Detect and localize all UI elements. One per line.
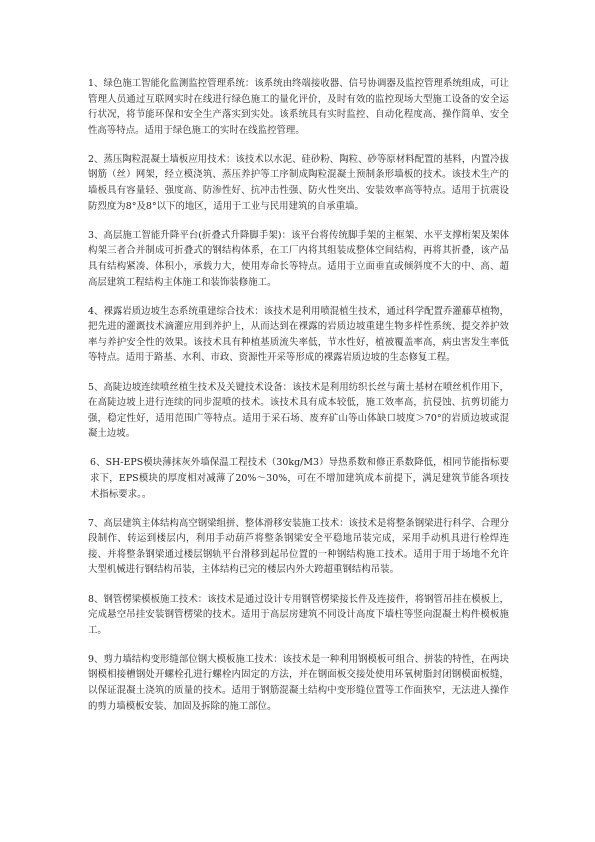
paragraph-9: 9、剪力墙结构变形缝部位钢大模板施工技术：该技术是一种利用钢模板可组合、拼装的特性，在两块钢模相接槽钢处开螺栓孔进行螺栓内固定的方法，并在钢面板交接处使用环氧树脂封闭钢模面板缝，以保证混凝土浇筑的质量的技术。适用于钢筋混凝土结构中变形缝位置等工作面狭窄，无法进人操作的剪力墙模板安装、加固及拆除的施工部位。 <box>88 653 509 712</box>
paragraph-5: 5、高陡边坡连续喷丝植生技术及关键技术设备：该技术是利用纺织长丝与菌土基材在喷丝机作用下，在高陡边坡上进行连续的同步混喷的技术。该技术具有成本较低，施工效率高，抗侵蚀、抗剪切能力强，稳定性好，适用范围广等特点。适用于采石场、废弃矿山等山体缺口坡度＞70°的岩质边坡或混凝土边坡。 <box>88 381 509 440</box>
paragraph-7: 7、高层建筑主体结构高空钢梁组拼、整体滑移安装施工技术：该技术是将整条钢梁进行科学、合理分段制作、转运到楼层内，利用手动葫芦将整条钢梁安全平稳地吊装完成，采用手动机具进行栓焊连接、并将整条钢梁通过楼层钢轨平台滑移到起吊位置的一种钢结构施工技术。适用于用于场地不允许大型机械进行钢结构吊装，主体结构已完的楼层内外大跨超重钢结构吊装。 <box>88 517 509 576</box>
paragraph-3: 3、高层施工智能升降平台(折叠式升降脚手架)：该平台将传统脚手架的主框架、水平支撑桁架及架体构架三者合并制成可折叠式的钢结构体系，在工厂内将其组装成整体空间结构，再将其折叠，该产品具有结构紧凑、体积小，承载力大，使用寿命长等特点。适用于立面垂直或倾斜度不大的中、高、超高层建筑工程结构主体施工和装饰装修施工。 <box>88 229 509 288</box>
paragraph-4: 4、裸露岩质边坡生态系统重建综合技术：该技术是利用喷混植生技术，通过科学配置乔灌藤草植物，把先进的灌溉技术滴灌应用到养护上，从而达到在裸露的岩质边坡重建生物多样性系统、提交养护效率与养护安全性的效果。该技术具有种植基质流失率低，节水性好，植被覆盖率高，病虫害发生率低等特点。适用于路基、水利、市政、资源性开采等形成的裸露岩质边坡的生态修复工程。 <box>88 305 509 364</box>
paragraph-1: 1、绿色施工智能化监测监控管理系统：该系统由终端接收器、信号协调器及监控管理系统组成，可让管理人员通过互联网实时在线进行绿色施工的量化评价，及时有效的监控现场大型施工设备的安全运行状况，将节能环保和安全生产落实到实处。该系统具有实时监控、自动化程度高、操作简单、安全性高等特点。适用于绿色施工的实时在线监控管理。 <box>88 78 509 136</box>
paragraph-8: 8、钢管楞梁模板施工技术：该技术是通过设计专用钢管楞梁接长件及连接件，将钢管吊挂在模板上，完成悬空吊挂安装钢管楞梁的技术。适用于高层房建筑不同设计高度下墙柱等竖向混凝土构件模板施工。 <box>88 593 509 636</box>
paragraph-6: 6、SH-EPS模块薄抹灰外墙保温工程技术（30kg/M3）导热系数和修正系数降低，相同节能指标要求下，EPS模块的厚度相对减薄了20%～30%，可在不增加建筑成本前提下，满足建筑节能各项技术指标要求。。 <box>90 457 509 500</box>
paragraph-2: 2、蒸压陶粒混凝土墙板应用技术：该技术以水泥、硅砂粉、陶粒、砂等原材料配置的基料，内置冷拔钢筋（丝）网架，经立模浇筑、蒸压养护等工序制成陶粒混凝土预制条形墙板的技术。该技术生产的墙板具有容量轻、强度高、防渗性好、抗冲击性强、防火性突出、安装效率高等特点。适用于抗震设防烈度为8°及8°以下的地区，适用于工业与民用建筑的自承重墙。 <box>88 153 509 212</box>
